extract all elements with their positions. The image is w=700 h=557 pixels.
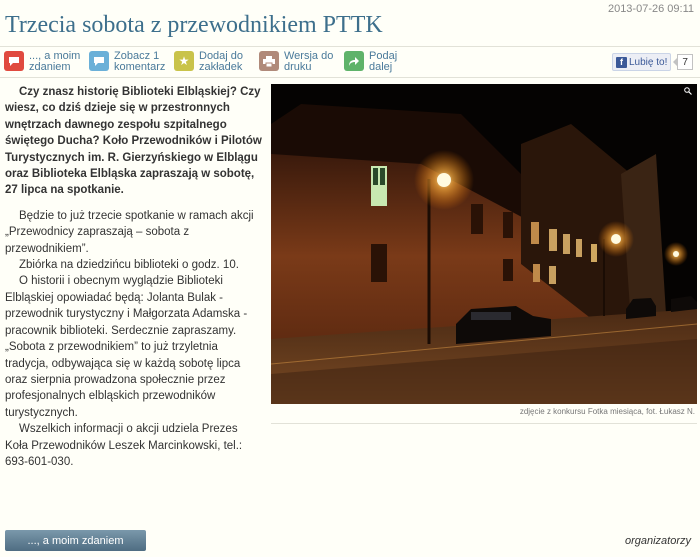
bookmark-button[interactable]: [174, 51, 251, 75]
article-photo[interactable]: [271, 84, 697, 404]
article-lead: Czy znasz historię Biblioteki Elbląskiej? Czy wiesz, co dziś dzieje się w przestronnych wnętrzach dawnego zespołu szpitalnego świętego Ducha? Koło Przewodników i Pilotów Turystycznych im. R. Gierzyńskiego w Elblągu oraz Biblioteka Elbląska zapraszają w sobotę, 27 lipca na spotkanie.: [5, 86, 262, 197]
printer-icon: [259, 51, 279, 71]
photo-caption: zdjęcie z konkursu Fotka miesiąca, fot. Łukasz N.: [519, 407, 695, 416]
facebook-like-widget: [612, 53, 693, 71]
organizers-link[interactable]: organizatorzy: [624, 535, 691, 547]
article-paragraph: Wszelkich informacji o akcji udziela Prezes Koła Przewodników Leszek Marcinkowski, tel.: 693-601-030.: [5, 423, 243, 468]
share-arrow-icon: [344, 51, 364, 71]
comment-bubble-icon: [4, 51, 24, 71]
photo-divider: [271, 423, 697, 424]
publish-timestamp: 2013-07-26 09:11: [607, 3, 694, 15]
share-label: Podaj dalej: [369, 50, 398, 73]
header-divider: [0, 46, 700, 47]
comment-button[interactable]: [4, 51, 81, 75]
page-title: Trzecia sobota z przewodnikiem PTTK: [5, 12, 383, 38]
comment-button-label: ..., a moim zdaniem: [29, 50, 81, 73]
article-paragraph: O historii i obecnym wyglądzie Biblioteki Elbląskiej opowiadać będą: Jolanta Bulak - przewodnik turystyczny i Małgorzata Adamska - pracownik biblioteki. Serdecznie zapraszamy. „Sobota z przewodnikiem” to już trzyletnia tradycja, odbywająca się w każdą sobotę lipca oraz sierpnia prowadzona społecznie przez profesjonalnych elbląskich przewodników turystycznych.: [5, 275, 248, 419]
toolbar-divider: [0, 77, 700, 78]
view-comments-label: Zobacz 1 komentarz: [114, 50, 166, 73]
night-street-photo: [271, 84, 697, 404]
share-button[interactable]: [344, 51, 421, 75]
facebook-icon: f: [616, 57, 627, 68]
article-toolbar: [4, 51, 429, 75]
zoom-icon[interactable]: [683, 87, 693, 97]
comment-bottom-button[interactable]: ..., a moim zdaniem: [5, 530, 146, 551]
article-paragraph: Zbiórka na dziedzińcu biblioteki o godz. 10.: [19, 259, 239, 272]
print-label: Wersja do druku: [284, 50, 334, 73]
star-icon: ★: [174, 51, 194, 71]
comments-icon: [89, 51, 109, 71]
article-paragraph: Będzie to już trzecie spotkanie w ramach akcji „Przewodnicy zapraszają – sobota z przewodnikiem”.: [5, 209, 254, 255]
bookmark-label: Dodaj do zakładek: [199, 50, 244, 73]
article-body: [5, 84, 262, 470]
print-button[interactable]: [259, 51, 336, 75]
facebook-like-label: Lubię to!: [629, 56, 668, 68]
view-comments-button[interactable]: [89, 51, 166, 75]
facebook-like-count: 7: [677, 54, 693, 70]
facebook-like-button[interactable]: [612, 53, 671, 71]
